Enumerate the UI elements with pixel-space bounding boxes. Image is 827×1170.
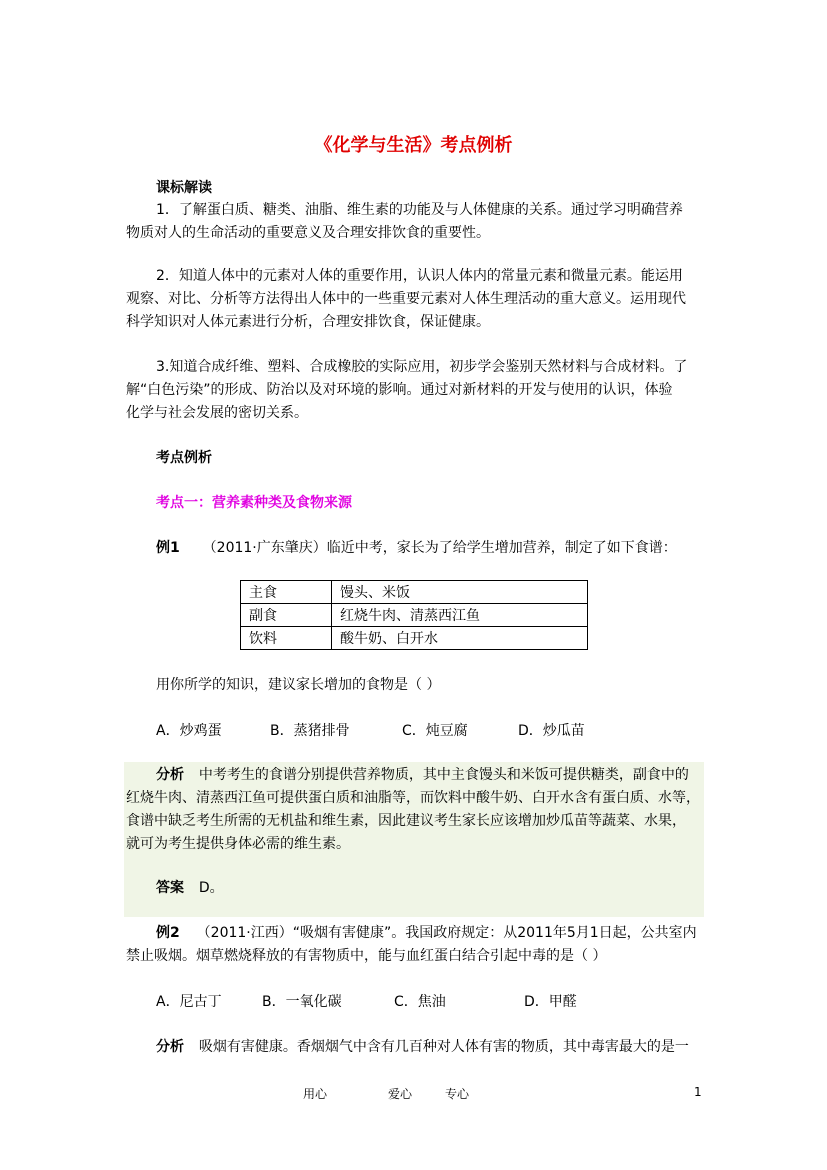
example2-option-c: C．焦油	[394, 994, 446, 1010]
example1-question: 用你所学的知识，建议家长增加的食物是（ ）	[156, 677, 441, 693]
example2-analysis-label: 分析	[156, 1039, 184, 1055]
example1-stem	[156, 537, 677, 560]
curriculum-p3-line2: 解“白色污染”的形成、防治以及对环境的影响。通过对新材料的开发与使用的认识，体验	[126, 382, 673, 398]
footer-item: 专心	[445, 1087, 470, 1101]
menu-table	[240, 580, 588, 650]
example2-option-a: A．尼古丁	[156, 994, 222, 1010]
example1-analysis-line1: 分析 中考考生的食谱分别提供营养物质，其中主食馒头和米饭可提供糖类，副食中的	[156, 767, 689, 783]
example1-option-a: A．炒鸡蛋	[156, 723, 222, 739]
table-cell: 酸牛奶、白开水	[332, 627, 588, 650]
topic-heading: 考点一：营养素种类及食物来源	[156, 495, 352, 511]
footer-item: 爱心	[388, 1087, 413, 1101]
table-cell: 红烧牛肉、清蒸西江鱼	[332, 604, 588, 627]
example2-stem-line2: 禁止吸烟。烟草燃烧释放的有害物质中，能与血红蛋白结合引起中毒的是（ ）	[126, 948, 607, 964]
example2-analysis: 分析 吸烟有害健康。香烟烟气中含有几百种对人体有害的物质，其中毒害最大的是一	[156, 1039, 689, 1055]
example1-option-d: D．炒瓜苗	[518, 723, 585, 739]
example1-analysis-line4: 就可为考生提供身体必需的维生素。	[126, 836, 350, 852]
example1-answer-label: 答案	[156, 880, 184, 896]
footer-item: 用心	[303, 1087, 328, 1101]
example2-option-b: B．一氧化碳	[262, 994, 342, 1010]
table-row	[241, 581, 588, 604]
curriculum-p2-line2: 观察、对比、分析等方法得出人体中的一些重要元素对人体生理活动的重大意义。运用现代	[126, 291, 686, 307]
section-heading-curriculum: 课标解读	[156, 180, 212, 196]
example1-text: （2011·广东肇庆）临近中考，家长为了给学生增加营养，制定了如下食谱：	[202, 540, 677, 556]
example1-option-c: C．炖豆腐	[402, 723, 468, 739]
example2-label: 例2	[156, 925, 180, 941]
section-heading-examples: 考点例析	[156, 450, 212, 466]
example2-option-d: D．甲醛	[524, 994, 577, 1010]
curriculum-p1-line2: 物质对人的生命活动的重要意义及合理安排饮食的重要性。	[126, 225, 490, 241]
example1-analysis-line3: 食谱中缺乏考生所需的无机盐和维生素，因此建议考生家长应该增加炒瓜苗等蔬菜、水果，	[126, 813, 686, 829]
example1-label: 例1	[156, 540, 180, 556]
example1-analysis-label: 分析	[156, 767, 184, 783]
table-row	[241, 627, 588, 650]
page-title: 《化学与生活》考点例析	[314, 135, 513, 156]
table-cell: 饮料	[241, 627, 332, 650]
example1-answer: 答案 D。	[156, 880, 224, 896]
table-cell: 主食	[241, 581, 332, 604]
curriculum-p3-line3: 化学与社会发展的密切关系。	[126, 405, 308, 421]
example1-option-b: B．蒸猪排骨	[270, 723, 350, 739]
curriculum-p3-line1: 3.知道合成纤维、塑料、合成橡胶的实际应用，初步学会鉴别天然材料与合成材料。了	[156, 359, 688, 375]
curriculum-p2-line1: 2．知道人体中的元素对人体的重要作用，认识人体内的常量元素和微量元素。能运用	[156, 268, 683, 284]
page-number: 1	[694, 1085, 702, 1099]
example2-stem-line1: 例2 （2011·江西）“吸烟有害健康”。我国政府规定：从2011年5月1日起，公共室内	[156, 925, 697, 941]
table-row	[241, 604, 588, 627]
curriculum-p2-line3: 科学知识对人体元素进行分析，合理安排饮食，保证健康。	[126, 314, 490, 330]
table-cell: 馒头、米饭	[332, 581, 588, 604]
table-cell: 副食	[241, 604, 332, 627]
example1-analysis-line2: 红烧牛肉、清蒸西江鱼可提供蛋白质和油脂等，而饮料中酸牛奶、白开水含有蛋白质、水等，	[126, 790, 700, 806]
curriculum-p1-line1: 1．了解蛋白质、糖类、油脂、维生素的功能及与人体健康的关系。通过学习明确营养	[156, 202, 683, 218]
